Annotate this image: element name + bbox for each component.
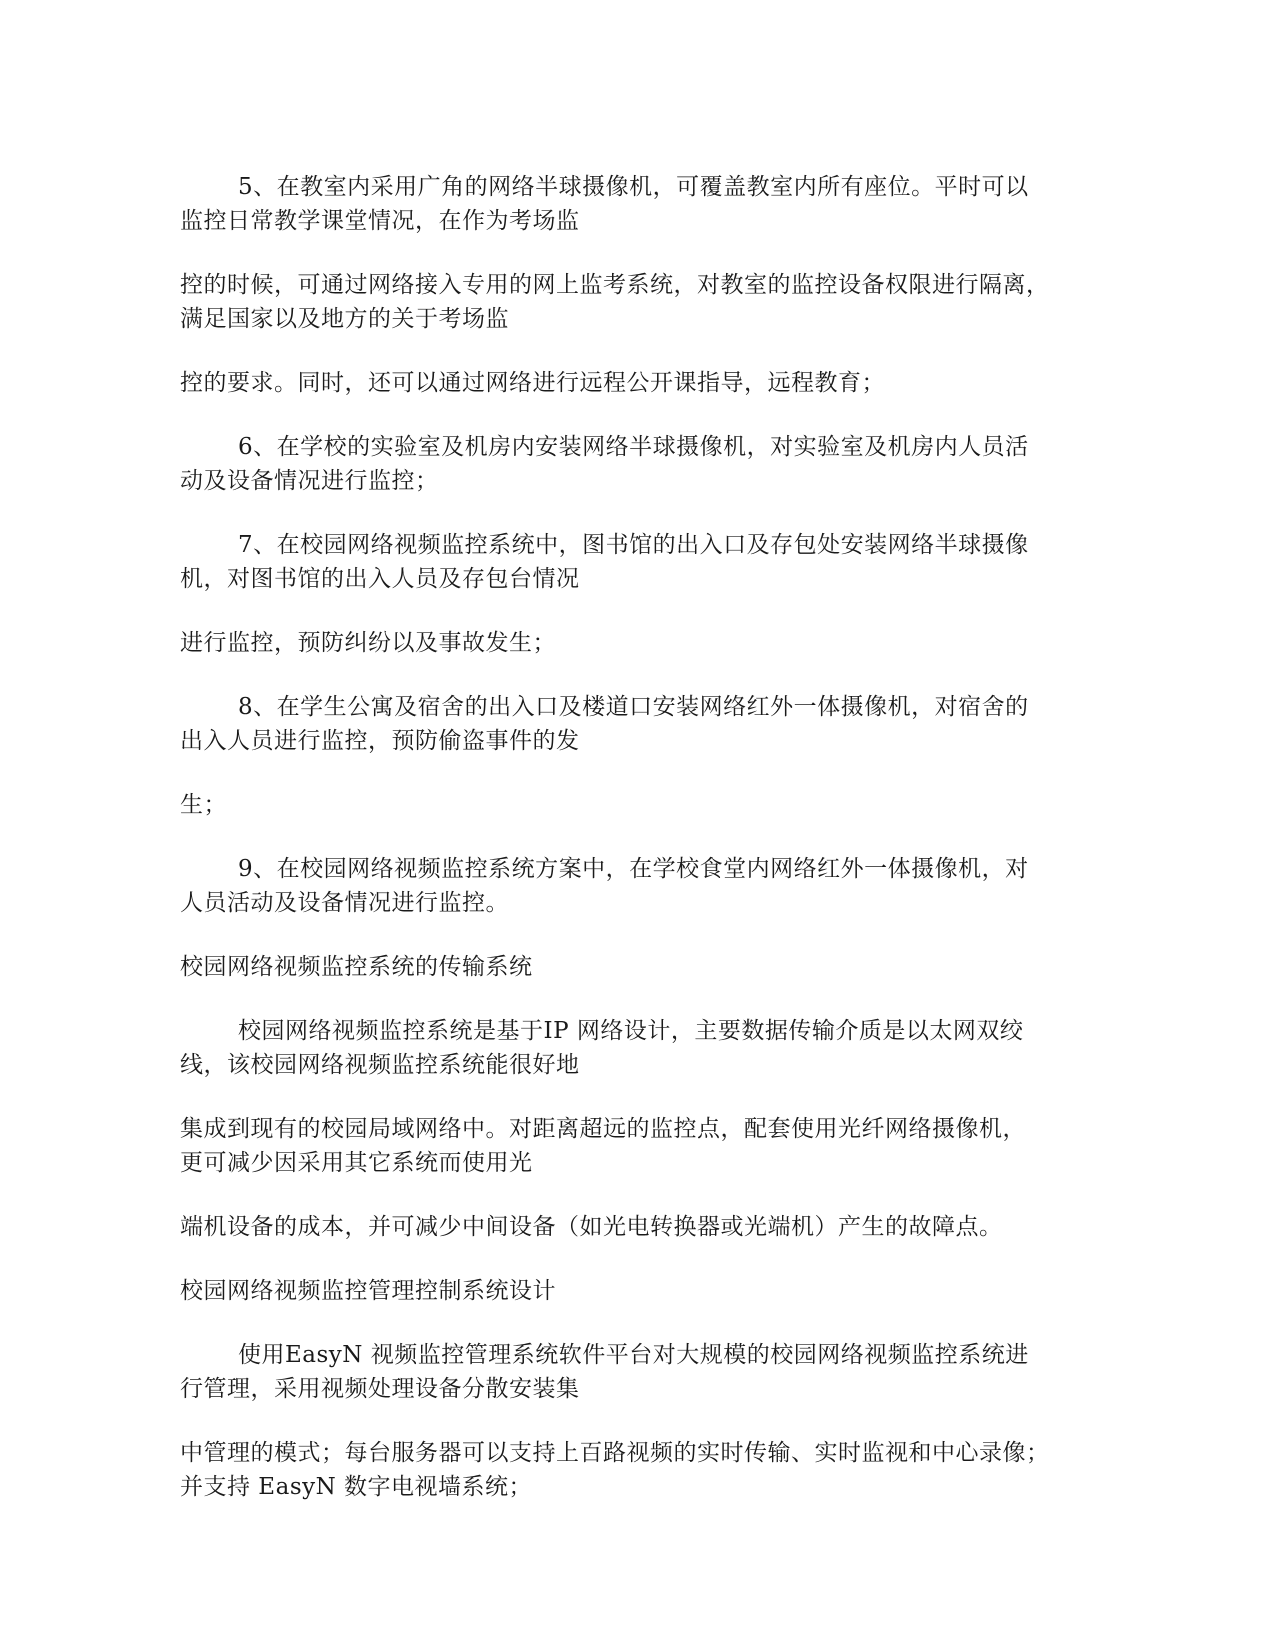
text-line: 使用EasyN 视频监控管理系统软件平台对大规模的校园网络视频监控系统进 [238,1342,1029,1368]
text-line: 7、在校园网络视频监控系统中，图书馆的出入口及存包处安装网络半球摄像 [238,532,1029,558]
text-line: 9、在校园网络视频监控系统方案中，在学校食堂内网络红外一体摄像机，对 [238,856,1029,882]
text-line: 机，对图书馆的出入人员及存包台情况 [180,566,580,592]
text-line: 生； [180,792,227,818]
section-heading [180,950,1080,984]
text-line: 动及设备情况进行监控； [180,468,439,494]
paragraph [180,626,1080,660]
text-line: 更可减少因采用其它系统而使用光 [180,1150,533,1176]
paragraph [180,852,1080,920]
text-line: 线，该校园网络视频监控系统能很好地 [180,1052,580,1078]
text-line: 6、在学校的实验室及机房内安装网络半球摄像机，对实验室及机房内人员活 [238,434,1029,460]
paragraph [180,268,1080,336]
paragraph [180,170,1080,238]
paragraph [180,1210,1080,1244]
paragraph [180,366,1080,400]
paragraph [180,1014,1080,1082]
text-line: 控的时候，可通过网络接入专用的网上监考系统，对教室的监控设备权限进行隔离， [180,272,1050,298]
paragraph [180,1112,1080,1180]
document-page [180,170,1080,1534]
text-line: 中管理的模式；每台服务器可以支持上百路视频的实时传输、实时监视和中心录像； [180,1440,1050,1466]
text-line: 满足国家以及地方的关于考场监 [180,306,509,332]
text-line: 出入人员进行监控，预防偷盗事件的发 [180,728,580,754]
text-line: 进行监控，预防纠纷以及事故发生； [180,630,556,656]
section-heading [180,1274,1080,1308]
paragraph [180,528,1080,596]
text-line: 8、在学生公寓及宿舍的出入口及楼道口安装网络红外一体摄像机，对宿舍的 [238,694,1029,720]
paragraph [180,430,1080,498]
text-line: 校园网络视频监控系统是基于IP 网络设计，主要数据传输介质是以太网双绞 [238,1018,1024,1044]
text-line: 控的要求。同时，还可以通过网络进行远程公开课指导，远程教育； [180,370,885,396]
paragraph [180,1436,1080,1504]
text-line: 端机设备的成本，并可减少中间设备（如光电转换器或光端机）产生的故障点。 [180,1214,1003,1240]
text-line: 校园网络视频监控系统的传输系统 [180,954,533,980]
paragraph [180,690,1080,758]
text-line: 监控日常教学课堂情况，在作为考场监 [180,208,580,234]
paragraph [180,788,1080,822]
paragraph [180,1338,1080,1406]
text-line: 人员活动及设备情况进行监控。 [180,890,509,916]
text-line: 并支持 EasyN 数字电视墙系统； [180,1474,533,1500]
text-line: 校园网络视频监控管理控制系统设计 [180,1278,556,1304]
text-line: 集成到现有的校园局域网络中。对距离超远的监控点，配套使用光纤网络摄像机， [180,1116,1026,1142]
text-line: 行管理，采用视频处理设备分散安装集 [180,1376,580,1402]
text-line: 5、在教室内采用广角的网络半球摄像机，可覆盖教室内所有座位。平时可以 [238,174,1029,200]
